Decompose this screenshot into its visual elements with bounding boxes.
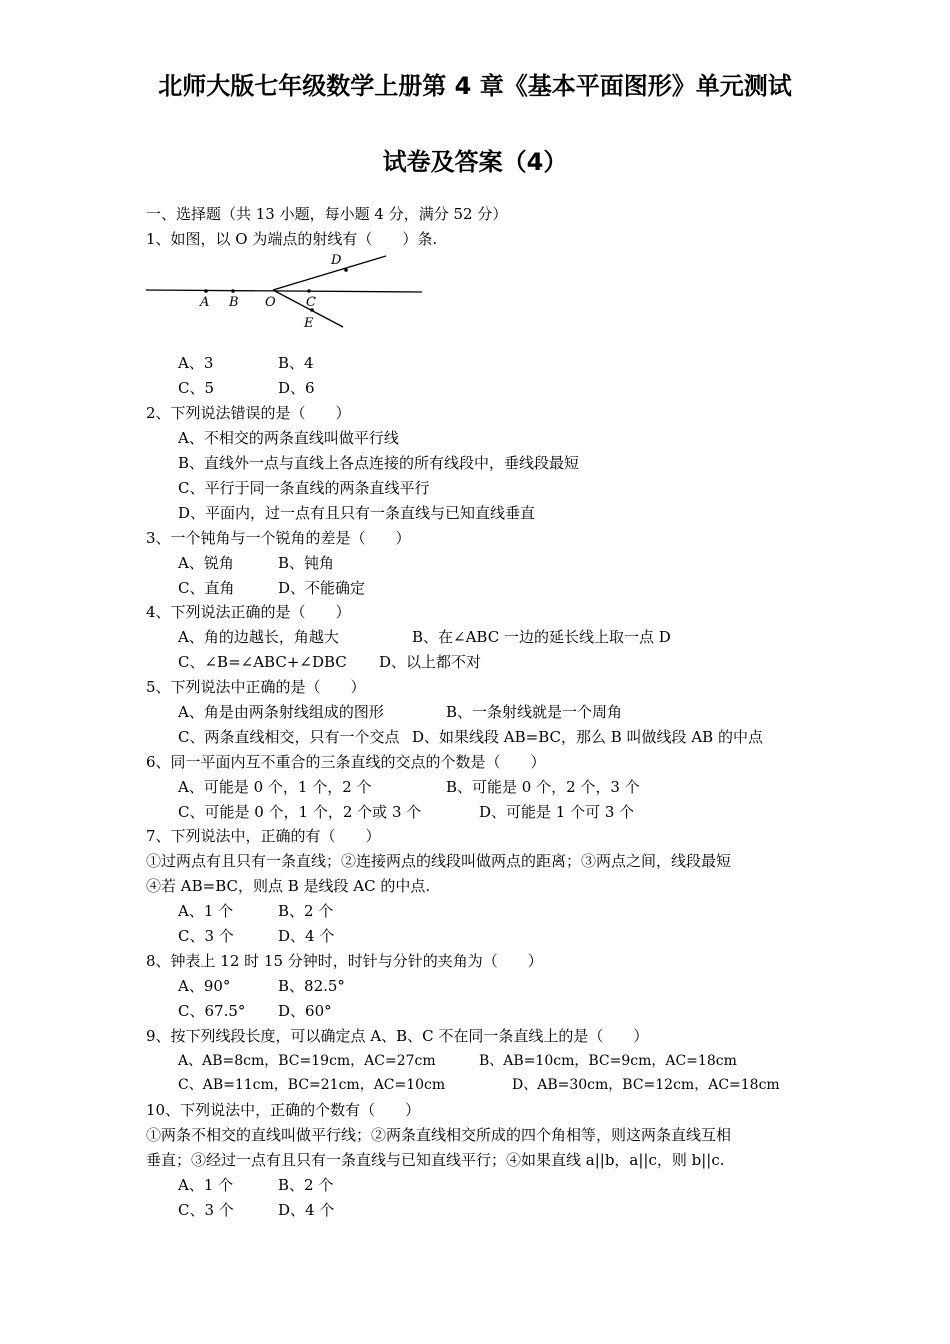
question-3-stem: 3、一个钝角与一个锐角的差是（ ） bbox=[146, 529, 411, 547]
q1-option-a: A、3 bbox=[178, 354, 214, 372]
q2-option-d: D、平面内，过一点有且只有一条直线与已知直线垂直 bbox=[178, 504, 536, 522]
q5-option-a: A、角是由两条射线组成的图形 bbox=[178, 703, 384, 721]
q10-option-d: D、4 个 bbox=[278, 1201, 335, 1219]
q4-option-a: A、角的边越长，角越大 bbox=[178, 628, 339, 646]
q4-option-b: B、在∠ABC 一边的延长线上取一点 D bbox=[412, 628, 671, 646]
question-2-stem: 2、下列说法错误的是（ ） bbox=[146, 404, 351, 422]
document-title-line1: 北师大版七年级数学上册第 4 章《基本平面图形》单元测试 bbox=[158, 72, 792, 100]
q9-option-d: D、AB=30cm，BC=12cm，AC=18cm bbox=[512, 1077, 780, 1093]
q8-option-b: B、82.5° bbox=[278, 977, 345, 995]
question-7-stem: 7、下列说法中，正确的有（ ） bbox=[146, 827, 381, 845]
q10-option-c: C、3 个 bbox=[178, 1201, 234, 1219]
q9-option-c: C、AB=11cm，BC=21cm，AC=10cm bbox=[178, 1077, 446, 1093]
question-1-stem: 1、如图，以 O 为端点的射线有（ ）条. bbox=[146, 230, 438, 248]
ray-od bbox=[273, 256, 386, 290]
q10-statements-line2: 垂直；③经过一点有且只有一条直线与已知直线平行；④如果直线 a||b，a||c，则 b||c. bbox=[146, 1151, 725, 1169]
question-10-stem: 10、下列说法中，正确的个数有（ ） bbox=[146, 1101, 421, 1119]
q6-option-d: D、可能是 1 个可 3 个 bbox=[479, 803, 635, 821]
q1-option-c: C、5 bbox=[178, 379, 215, 397]
question-8-stem: 8、钟表上 12 时 15 分钟时，时针与分针的夹角为（ ） bbox=[146, 952, 543, 970]
q7-option-a: A、1 个 bbox=[178, 902, 234, 920]
label-b: B bbox=[229, 295, 239, 310]
q5-option-b: B、一条射线就是一个周角 bbox=[446, 703, 623, 721]
q2-option-b: B、直线外一点与直线上各点连接的所有线段中，垂线段最短 bbox=[178, 454, 580, 472]
q7-option-d: D、4 个 bbox=[278, 927, 335, 945]
q7-statements-line2: ④若 AB=BC，则点 B 是线段 AC 的中点. bbox=[146, 877, 431, 895]
q6-option-a: A、可能是 0 个，1 个，2 个 bbox=[178, 778, 372, 796]
q8-option-a: A、90° bbox=[178, 977, 231, 995]
q2-option-c: C、平行于同一条直线的两条直线平行 bbox=[178, 479, 430, 497]
q9-option-a: A、AB=8cm，BC=19cm，AC=27cm bbox=[178, 1053, 436, 1069]
q9-option-b: B、AB=10cm，BC=9cm，AC=18cm bbox=[479, 1053, 737, 1069]
question-9-stem: 9、按下列线段长度，可以确定点 A、B、C 不在同一条直线上的是（ ） bbox=[146, 1027, 649, 1045]
q10-option-a: A、1 个 bbox=[178, 1176, 234, 1194]
q5-option-c: C、两条直线相交，只有一个交点 bbox=[178, 728, 400, 746]
question-6-stem: 6、同一平面内互不重合的三条直线的交点的个数是（ ） bbox=[146, 753, 546, 771]
q7-statements-line1: ①过两点有且只有一条直线；②连接两点的线段叫做两点的距离；③两点之间，线段最短 bbox=[146, 852, 732, 870]
q6-option-b: B、可能是 0 个，2 个，3 个 bbox=[446, 778, 640, 796]
q7-option-c: C、3 个 bbox=[178, 927, 234, 945]
q6-option-c: C、可能是 0 个，1 个，2 个或 3 个 bbox=[178, 803, 422, 821]
rays-figure bbox=[146, 250, 436, 334]
q10-statements-line1: ①两条不相交的直线叫做平行线；②两条直线相交所成的四个角相等，则这两条直线互相 bbox=[146, 1126, 732, 1144]
point-d bbox=[344, 268, 348, 272]
question-4-stem: 4、下列说法正确的是（ ） bbox=[146, 603, 351, 621]
q10-option-b: B、2 个 bbox=[278, 1176, 334, 1194]
q8-option-d: D、60° bbox=[278, 1002, 332, 1020]
line-ab bbox=[146, 290, 422, 292]
q5-option-d: D、如果线段 AB=BC，那么 B 叫做线段 AB 的中点 bbox=[412, 728, 763, 746]
label-e: E bbox=[304, 316, 314, 331]
label-c: C bbox=[306, 295, 316, 310]
q4-option-c: C、∠B=∠ABC+∠DBC bbox=[178, 653, 347, 671]
q1-option-d: D、6 bbox=[278, 379, 315, 397]
q3-option-b: B、钝角 bbox=[278, 554, 335, 572]
q3-option-d: D、不能确定 bbox=[278, 579, 366, 597]
point-a bbox=[204, 289, 208, 293]
label-o: O bbox=[265, 295, 276, 310]
q3-option-c: C、直角 bbox=[178, 579, 235, 597]
q4-option-d: D、以上都不对 bbox=[379, 653, 482, 671]
document-title-line2: 试卷及答案（4） bbox=[382, 148, 568, 176]
q8-option-c: C、67.5° bbox=[178, 1002, 246, 1020]
section-heading: 一、选择题（共 13 小题，每小题 4 分，满分 52 分） bbox=[146, 205, 508, 223]
point-c bbox=[307, 289, 311, 293]
point-b bbox=[231, 289, 235, 293]
q7-option-b: B、2 个 bbox=[278, 902, 334, 920]
question-5-stem: 5、下列说法中正确的是（ ） bbox=[146, 678, 366, 696]
q1-option-b: B、4 bbox=[278, 354, 314, 372]
label-a: A bbox=[200, 295, 210, 310]
label-d: D bbox=[331, 253, 342, 268]
q3-option-a: A、锐角 bbox=[178, 554, 234, 572]
q2-option-a: A、不相交的两条直线叫做平行线 bbox=[178, 429, 399, 447]
